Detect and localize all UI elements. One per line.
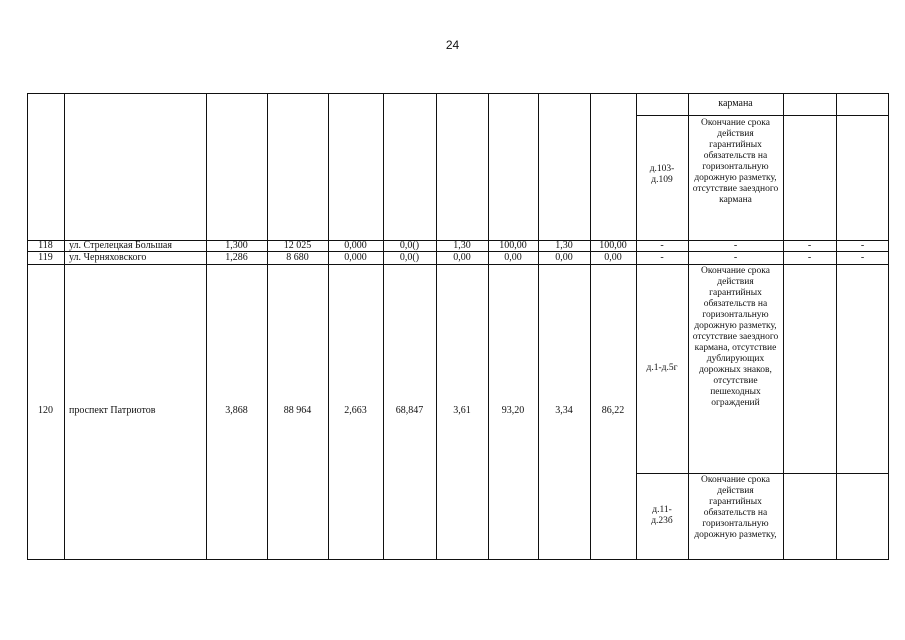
col-divider — [688, 93, 689, 560]
table-cell-value: 0,00 — [504, 252, 522, 263]
table-cell-dash: - — [807, 240, 812, 251]
row-divider — [27, 264, 889, 265]
table-cell-value: 100,00 — [499, 240, 527, 251]
table-cell-value: 0,0() — [399, 240, 420, 251]
table-cell-street: проспект Патриотов — [69, 405, 156, 416]
table-cell-value: 12 025 — [283, 240, 312, 251]
table-cell-value: 86,22 — [601, 405, 625, 416]
table-cell-number: 119 — [38, 252, 53, 263]
col-divider — [836, 93, 837, 560]
table-cell-value: 8 680 — [286, 252, 309, 263]
table-cell-value: 3,34 — [555, 405, 573, 416]
table-cell-value: 88 964 — [283, 405, 312, 416]
table-cell-value: 1,30 — [453, 240, 471, 251]
table-cell-dash: - — [860, 252, 865, 263]
sub-row-divider — [636, 473, 889, 474]
sub-row-divider — [636, 115, 889, 116]
col-divider — [328, 93, 329, 560]
table-cell-dash: - — [807, 252, 812, 263]
table-cell-section: д.1-д.5г — [646, 363, 678, 373]
data-table — [27, 93, 889, 560]
col-divider — [267, 93, 268, 560]
col-divider — [538, 93, 539, 560]
table-cell-value: 93,20 — [501, 405, 525, 416]
table-cell-dash: - — [733, 252, 738, 263]
table-cell-section: д.103- д.109 — [649, 164, 675, 185]
table-cell-section: д.11- д.23б — [651, 505, 673, 526]
col-divider — [488, 93, 489, 560]
table-cell-reason: Окончание срока действия гарантийных обязательств на горизонтальную дорожную разметку, отсутствие заездного кармана — [692, 118, 779, 205]
col-divider — [383, 93, 384, 560]
table-cell-value: 0,00 — [555, 252, 573, 263]
col-divider — [64, 93, 65, 560]
col-divider — [436, 93, 437, 560]
table-cell-reason: Окончание срока действия гарантийных обязательств на горизонтальную дорожную разметку, — [694, 475, 777, 540]
table-cell-dash: - — [660, 240, 664, 251]
table-cell-value: 2,663 — [344, 405, 367, 416]
col-divider — [590, 93, 591, 560]
table-cell-value: 3,61 — [453, 405, 471, 416]
page-number: 24 — [445, 38, 460, 52]
table-cell-value: 68,847 — [395, 405, 424, 416]
table-cell-value: 1,286 — [225, 252, 248, 263]
table-cell-value: 1,30 — [555, 240, 573, 251]
col-divider — [206, 93, 207, 560]
table-cell-reason: кармана — [718, 98, 753, 109]
table-cell-reason: Окончание срока действия гарантийных обязательств на горизонтальную дорожную разметку, отсутствие заездного кармана, отсутствие дублирующих дорожных знаков, отсутствие пешеходных ограждений — [692, 266, 779, 408]
table-cell-number: 118 — [38, 240, 53, 251]
table-cell-value: 3,868 — [225, 405, 248, 416]
table-cell-dash: - — [660, 252, 664, 263]
table-cell-dash: - — [733, 240, 738, 251]
table-cell-street: ул. Стрелецкая Большая — [69, 240, 172, 251]
table-cell-value: 0,0() — [399, 252, 420, 263]
table-cell-value: 0,000 — [344, 240, 367, 251]
table-cell-number: 120 — [38, 405, 53, 416]
table-cell-value: 0,00 — [453, 252, 471, 263]
table-cell-value: 0,000 — [344, 252, 367, 263]
table-cell-value: 0,00 — [604, 252, 622, 263]
table-cell-dash: - — [860, 240, 865, 251]
table-cell-value: 1,300 — [225, 240, 248, 251]
table-cell-value: 100,00 — [599, 240, 627, 251]
col-divider — [783, 93, 784, 560]
table-cell-street: ул. Черняховского — [69, 252, 147, 263]
